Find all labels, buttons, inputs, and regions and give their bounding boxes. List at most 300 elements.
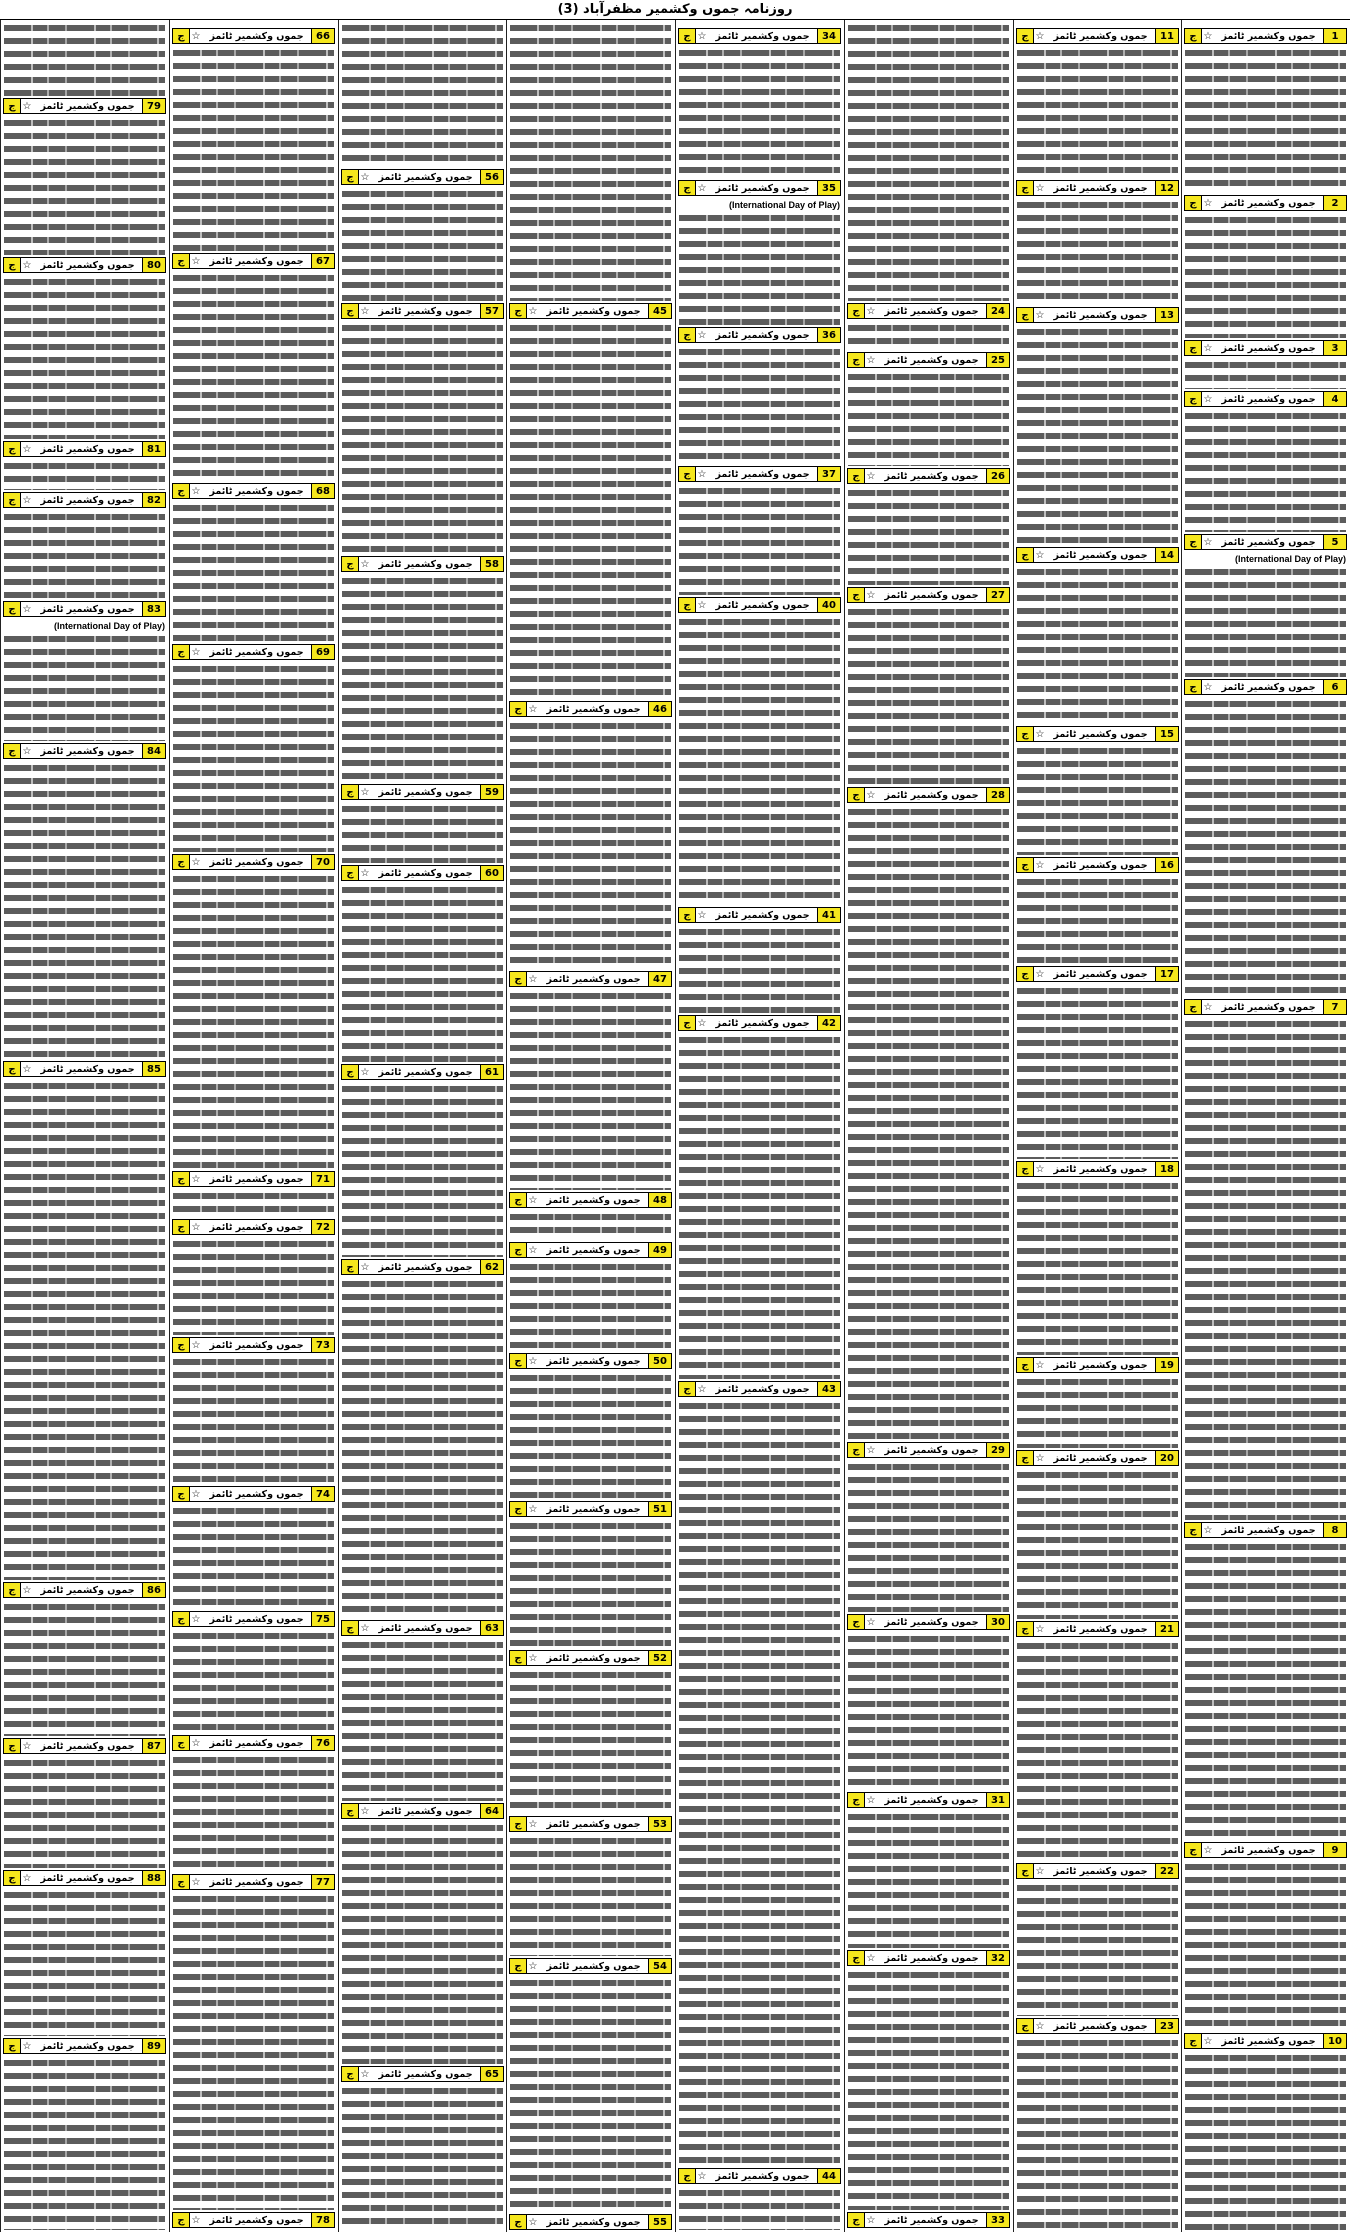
article-number: 66 [311,29,334,43]
star-icon [696,1382,708,1396]
section-label: جموں وکشمیر ٹائمز [884,1616,979,1628]
article-number: 43 [817,1382,840,1396]
page-masthead [0,0,1350,20]
newspaper-logo-icon: ج [1185,392,1202,406]
article-13 [1014,307,1181,547]
section-label: جموں وکشمیر ٹائمز [209,1339,304,1351]
article-body-text [1185,2052,1346,2230]
article-body-text [342,322,503,554]
article-body-text [510,1977,671,2212]
newspaper-logo-icon: ج [1185,1843,1202,1857]
newspaper-logo-icon: ج [342,2067,359,2081]
newspaper-logo-icon: ج [4,744,21,758]
article-header [509,1816,672,1832]
article-10 [1182,2033,1349,2232]
article-header [847,2212,1010,2228]
star-icon [190,1220,202,1234]
article-header [847,1442,1010,1458]
section-label: جموں وکشمیر ٹائمز [209,2214,304,2226]
article-82 [1,492,168,601]
article-number: 31 [986,1793,1009,1807]
article-header [847,587,1010,603]
newspaper-logo-icon: ج [848,1793,865,1807]
article-6 [1182,679,1349,999]
section-label: جموں وکشمیر ٹائمز [1221,342,1316,354]
section-label: جموں وکشمیر ٹائمز [546,1355,641,1367]
star-icon [359,866,371,880]
article-body-text [510,1211,671,1240]
article-header [847,1950,1010,1966]
star-icon [527,1959,539,1973]
newspaper-logo-icon: ج [342,1065,359,1079]
article-number: 16 [1155,858,1178,872]
section-label: جموں وکشمیر ٹائمز [1053,549,1148,561]
star-icon [1202,535,1214,549]
newspaper-logo-icon: ج [510,1817,527,1831]
article-number: 77 [311,1875,334,1889]
article-lead: (International Day of Play) [679,199,840,211]
newspaper-logo-icon: ج [848,469,865,483]
article-body-text [342,188,503,301]
section-label: جموں وکشمیر ٹائمز [1221,2035,1316,2047]
section-label: جموں وکشمیر ٹائمز [884,470,979,482]
newspaper-logo-icon: ج [4,493,21,507]
section-label: جموں وکشمیر ٹائمز [378,558,473,570]
article-number: 75 [311,1612,334,1626]
article-body-text [1185,1861,1346,2031]
article-72 [170,1219,337,1337]
newspaper-logo-icon: ج [4,1871,21,1885]
article-header [3,743,166,759]
article-35 [676,180,843,327]
article-number: 47 [648,972,671,986]
article-header [847,303,1010,319]
article-body-text [4,1757,165,1868]
article-number: 10 [1323,2034,1346,2048]
article-header [172,1337,335,1353]
section-label: جموں وکشمیر ٹائمز [40,1872,135,1884]
article-63 [339,1620,506,1803]
article-header [3,257,166,273]
article-55 [507,2214,674,2232]
article-body-text [342,1639,503,1801]
star-icon [696,467,708,481]
star-icon [696,181,708,195]
article-header [172,1735,335,1751]
article-body-text [510,1835,671,1956]
article-18 [1014,1161,1181,1357]
article-body-text [173,1505,334,1609]
article-42 [676,1015,843,1381]
star-icon [190,1736,202,1750]
star-icon [1202,1843,1214,1857]
article-header [1016,547,1179,563]
article-body-text [1017,876,1178,964]
article-body-text [679,616,840,905]
column-3 [844,20,1012,2232]
star-icon [190,855,202,869]
article-body-text [4,1889,165,2036]
newspaper-logo-icon: ج [173,254,190,268]
star-icon [21,602,33,616]
article-81 [1,441,168,492]
article-51 [507,1501,674,1650]
article-52 [507,1650,674,1816]
article-number: 56 [480,170,503,184]
article-17 [1014,966,1181,1161]
article-body-text [173,1190,334,1217]
newspaper-logo-icon: ج [173,2213,190,2227]
article-header [678,1381,841,1397]
article-57 [339,303,506,556]
star-icon [865,788,877,802]
section-label: جموں وکشمیر ٹائمز [40,1584,135,1596]
newspaper-logo-icon: ج [342,1804,359,1818]
section-label: جموں وکشمیر ٹائمز [1221,1001,1316,1013]
newspaper-logo-icon: ج [679,1016,696,1030]
section-label: جموں وکشمیر ٹائمز [209,1221,304,1233]
article-number: 86 [142,1583,165,1597]
star-icon [1034,308,1046,322]
article-number: 85 [142,1062,165,1076]
article-33 [845,2212,1012,2232]
article-number: 4 [1323,392,1346,406]
article-number: 37 [817,467,840,481]
article-number: 40 [817,598,840,612]
section-label: جموں وکشمیر ٹائمز [1053,1452,1148,1464]
article-53 [507,1816,674,1958]
newspaper-logo-icon: ج [1185,196,1202,210]
article-68 [170,483,337,644]
article-header [847,1792,1010,1808]
star-icon [359,1260,371,1274]
article-header [678,327,841,343]
newspaper-logo-icon: ج [848,353,865,367]
star-icon [1034,1358,1046,1372]
article-header [3,1061,166,1077]
star-icon [865,1951,877,1965]
article-header [341,556,504,572]
article-80 [1,257,168,441]
star-icon [1202,2034,1214,2048]
article-number: 74 [311,1487,334,1501]
newspaper-logo-icon: ج [4,258,21,272]
article-49 [507,1242,674,1353]
star-icon [359,1804,371,1818]
star-icon [359,170,371,184]
newspaper-logo-icon: ج [173,1875,190,1889]
article-body-text [4,511,165,599]
newspaper-logo-icon: ج [679,908,696,922]
section-label: جموں وکشمیر ٹائمز [209,485,304,497]
article-body-text [510,22,671,301]
article-body-text [1185,553,1346,677]
article-58 [339,556,506,784]
article-header [172,1219,335,1235]
article-number: 69 [311,645,334,659]
star-icon [1202,341,1214,355]
newspaper-logo-icon: ج [342,1260,359,1274]
article-3 [1182,340,1349,391]
article-number: 44 [817,2169,840,2183]
article-16 [1014,857,1181,966]
article-number: 63 [480,1621,503,1635]
article-body-text [4,460,165,490]
article-14 [1014,547,1181,726]
article-header [509,1353,672,1369]
article-number: 64 [480,1804,503,1818]
newspaper-logo-icon: ج [4,1062,21,1076]
article-header [678,2168,841,2184]
newspaper-logo-icon: ج [510,1651,527,1665]
section-label: جموں وکشمیر ٹائمز [378,171,473,183]
article-header [341,1803,504,1819]
section-label: جموں وکشمیر ٹائمز [378,2068,473,2080]
article-header [1184,391,1347,407]
article-19 [1014,1357,1181,1450]
newspaper-logo-icon: ج [510,1502,527,1516]
article-header [847,1614,1010,1630]
article-34 [676,28,843,180]
section-label: جموں وکشمیر ٹائمز [715,909,810,921]
star-icon [696,2169,708,2183]
section-label: جموں وکشمیر ٹائمز [546,1960,641,1972]
newspaper-logo-icon: ج [1017,548,1034,562]
article-number: 23 [1155,2019,1178,2033]
section-label: جموں وکشمیر ٹائمز [209,1488,304,1500]
article-number: 61 [480,1065,503,1079]
newspaper-logo-icon: ج [679,181,696,195]
article-47 [507,971,674,1192]
article-54 [507,1958,674,2214]
article-body-text [848,22,1009,301]
article-body-text [510,720,671,969]
article-45 [507,303,674,701]
star-icon [190,1338,202,1352]
article-body-text [1017,1640,1178,1861]
section-label: جموں وکشمیر ٹائمز [1053,1623,1148,1635]
section-label: جموں وکشمیر ٹائمز [209,1173,304,1185]
article-75 [170,1611,337,1735]
article-header [172,1874,335,1890]
star-icon [1034,2019,1046,2033]
article-number: 2 [1323,196,1346,210]
article-number: 5 [1323,535,1346,549]
article-32 [845,1950,1012,2212]
newspaper-logo-icon: ج [173,1736,190,1750]
article-number: 53 [648,1817,671,1831]
newspaper-logo-icon: ج [173,1612,190,1626]
section-label: جموں وکشمیر ٹائمز [209,1613,304,1625]
article-body-text [1185,410,1346,532]
section-label: جموں وکشمیر ٹائمز [715,2170,810,2182]
article-body-text [1017,1882,1178,2016]
article-body-text [342,2085,503,2230]
article-body-text [1185,698,1346,997]
newspaper-logo-icon: ج [510,1959,527,1973]
section-label: جموں وکشمیر ٹائمز [1053,182,1148,194]
column-8 [0,20,168,2232]
article-number: 62 [480,1260,503,1274]
star-icon [359,2067,371,2081]
article-number: 21 [1155,1622,1178,1636]
star-icon [527,1354,539,1368]
section-label: جموں وکشمیر ٹائمز [40,259,135,271]
star-icon [865,1615,877,1629]
newspaper-logo-icon: ج [173,1172,190,1186]
star-icon [527,1651,539,1665]
section-label: جموں وکشمیر ٹائمز [40,100,135,112]
section-label: جموں وکشمیر ٹائمز [715,599,810,611]
star-icon [190,29,202,43]
newspaper-logo-icon: ج [848,2213,865,2227]
article-body-text [173,502,334,642]
star-icon [190,1612,202,1626]
article-body-text [4,2057,165,2230]
article-header [509,971,672,987]
section-label: جموں وکشمیر ٹائمز [1053,968,1148,980]
newspaper-logo-icon: ج [848,588,865,602]
article-body-text [848,806,1009,1440]
star-icon [1202,392,1214,406]
article-header [1016,28,1179,44]
section-label: جموں وکشمیر ٹائمز [884,305,979,317]
article-11 [1014,28,1181,180]
newspaper-logo-icon: ج [342,304,359,318]
article-76 [170,1735,337,1874]
star-icon [1202,196,1214,210]
newspaper-logo-icon: ج [1017,181,1034,195]
article-body-text [173,272,334,481]
article-number: 68 [311,484,334,498]
section-label: جموں وکشمیر ٹائمز [1053,2020,1148,2032]
star-icon [359,1621,371,1635]
article-number: 50 [648,1354,671,1368]
article-number: 60 [480,866,503,880]
article-number: 59 [480,785,503,799]
star-icon [527,1817,539,1831]
article-lead: (International Day of Play) [1185,553,1346,565]
article-body-text [342,803,503,863]
article-77 [170,1874,337,2212]
article-number: 73 [311,1338,334,1352]
article-body-text [1185,1541,1346,1840]
section-label: جموں وکشمیر ٹائمز [1053,728,1148,740]
article-number: 8 [1323,1523,1346,1537]
masthead-title: روزنامہ جموں وکشمیر مظفرآباد (3) [557,2,793,17]
article-header [1016,966,1179,982]
star-icon [21,442,33,456]
star-icon [865,469,877,483]
article-body-text [173,47,334,251]
article-header [678,28,841,44]
article-header [678,180,841,196]
article-number: 82 [142,493,165,507]
star-icon [527,1243,539,1257]
newspaper-logo-icon: ج [173,1220,190,1234]
article-body-text [4,1080,165,1580]
star-icon [1034,1864,1046,1878]
section-label: جموں وکشمیر ٹائمز [1221,197,1316,209]
article-body-text [173,873,334,1169]
newspaper-logo-icon: ج [1185,341,1202,355]
star-icon [1034,1622,1046,1636]
article-number: 76 [311,1736,334,1750]
article-body-text [679,1400,840,2166]
article-body-text [4,620,165,741]
article-5 [1182,534,1349,679]
article-number: 71 [311,1172,334,1186]
section-label: جموں وکشمیر ٹائمز [378,305,473,317]
article-body-text [848,322,1009,350]
continued-text [1,20,168,98]
article-header [509,1501,672,1517]
article-67 [170,253,337,483]
article-number: 52 [648,1651,671,1665]
article-header [1016,857,1179,873]
article-number: 17 [1155,967,1178,981]
section-label: جموں وکشمیر ٹائمز [884,589,979,601]
article-number: 18 [1155,1162,1178,1176]
star-icon [865,2213,877,2227]
star-icon [865,304,877,318]
article-number: 7 [1323,1000,1346,1014]
article-header [172,644,335,660]
column-6 [338,20,506,2232]
article-number: 14 [1155,548,1178,562]
star-icon [359,557,371,571]
article-header [1016,1621,1179,1637]
article-header [1184,340,1347,356]
article-30 [845,1614,1012,1792]
newspaper-logo-icon: ج [342,785,359,799]
newspaper-logo-icon: ج [1185,535,1202,549]
article-number: 36 [817,328,840,342]
article-number: 32 [986,1951,1009,1965]
newspaper-logo-icon: ج [1017,727,1034,741]
star-icon [1034,548,1046,562]
star-icon [527,972,539,986]
article-62 [339,1259,506,1620]
star-icon [359,785,371,799]
newspaper-logo-icon: ج [1017,967,1034,981]
article-body-text [848,1969,1009,2210]
article-body-text [173,1893,334,2210]
article-body-text [510,322,671,699]
star-icon [21,99,33,113]
article-body-text [173,1754,334,1872]
article-28 [845,787,1012,1442]
article-number: 35 [817,181,840,195]
article-number: 9 [1323,1843,1346,1857]
article-body-text [4,117,165,255]
star-icon [1034,967,1046,981]
newspaper-logo-icon: ج [4,602,21,616]
article-header [1184,1522,1347,1538]
article-number: 58 [480,557,503,571]
article-header [341,1064,504,1080]
star-icon [527,1193,539,1207]
star-icon [21,1871,33,1885]
article-body-text [848,1633,1009,1790]
section-label: جموں وکشمیر ٹائمز [378,1261,473,1273]
article-number: 3 [1323,341,1346,355]
column-5 [506,20,674,2232]
article-36 [676,327,843,466]
newspaper-logo-icon: ج [679,29,696,43]
article-header [3,441,166,457]
continued-text [507,20,674,303]
